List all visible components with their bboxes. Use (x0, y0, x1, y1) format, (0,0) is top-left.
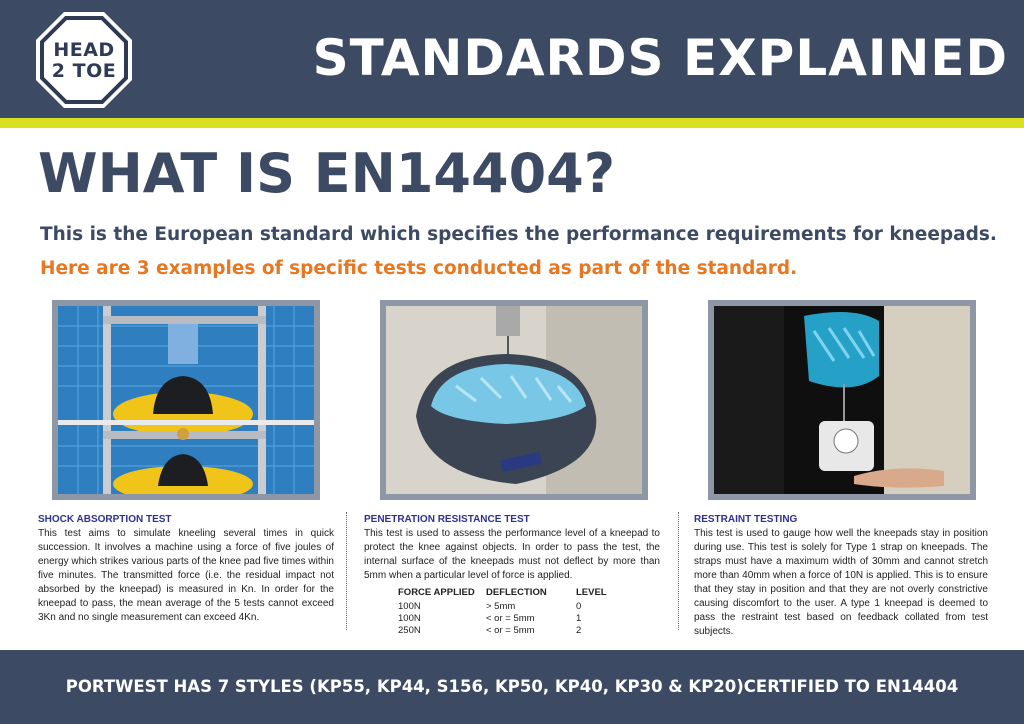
table-cell: < or = 5mm (486, 625, 535, 636)
logo-line-2: 2 TOE (51, 60, 117, 82)
table-cell: 0 (576, 601, 582, 612)
table-header: FORCE APPLIED (398, 587, 475, 598)
accent-stripe (0, 118, 1024, 128)
penetration-resistance-body: This test is used to assess the performance level of a kneepad to protect the knee against objects. In order to pass the test, the internal surface of the kneepads must not deflect by more than 5mm when a particular level of force is applied. (364, 528, 660, 581)
table-row (398, 613, 616, 625)
penetration-resistance-section (364, 513, 660, 637)
footer-banner (0, 650, 1024, 724)
table-row (398, 601, 616, 613)
table-header-row (398, 587, 616, 601)
penetration-resistance-title: PENETRATION RESISTANCE TEST (364, 514, 530, 525)
column-divider-1 (346, 512, 347, 630)
restraint-testing-section (694, 513, 988, 639)
penetration-test-photo (380, 300, 648, 500)
restraint-testing-title: RESTRAINT TESTING (694, 514, 798, 525)
page-title: WHAT IS EN14404? (38, 142, 616, 205)
header-title: STANDARDS EXPLAINED (312, 29, 1008, 87)
table-row (398, 625, 616, 637)
table-cell: 250N (398, 625, 421, 636)
table-cell: 2 (576, 625, 582, 636)
table-cell: < or = 5mm (486, 613, 535, 624)
table-cell: 100N (398, 601, 421, 612)
table-cell: 100N (398, 613, 421, 624)
penetration-levels-table (398, 587, 616, 637)
table-cell: 1 (576, 613, 582, 624)
subheading-text: Here are 3 examples of specific tests conducted as part of the standard. (40, 258, 798, 279)
table-cell: > 5mm (486, 601, 516, 612)
shock-absorption-section (38, 513, 334, 625)
shock-test-machine-photo-icon (58, 306, 314, 494)
shock-absorption-title: SHOCK ABSORPTION TEST (38, 514, 172, 525)
shock-absorption-body: This test aims to simulate kneeling several times in quick succession. It involves a machine using a force of five joules of energy which strikes various parts of the knee pad five times within five minutes. The transmitted force (i.e. the residual impact not absorbed by the kneepad) is measured in Kn. In order for the kneepad to pass, the mean average of the 5 tests cannot exceed 3Kn and no single measurement can exceed 4Kn. (38, 528, 334, 623)
logo-line-1: HEAD (53, 39, 115, 61)
restraint-test-photo (708, 300, 976, 500)
column-divider-2 (678, 512, 679, 630)
intro-text: This is the European standard which specifies the performance requirements for kneepads. (40, 224, 997, 245)
kneepad-restraint-photo-icon (714, 306, 970, 494)
kneepad-penetration-photo-icon (386, 306, 642, 494)
footer-text: PORTWEST HAS 7 STYLES (KP55, KP44, S156, KP50, KP40, KP30 & KP20)CERTIFIED TO EN14404 (65, 677, 959, 696)
shock-test-photo (52, 300, 320, 500)
restraint-testing-body: This test is used to gauge how well the kneepads stay in position during use. This test is solely for Type 1 strap on kneepads. The straps must have a maximum width of 30mm and cannot stretch more than 40mm when a force of 10N is applied. This is to ensure that they stay in position and that they are not overly constrictive causing discomfort to the user. A type 1 kneepad is deemed to pass the restraint test based on feedback collated from test subjects. (694, 528, 988, 637)
head-2-toe-logo (34, 10, 134, 110)
table-header: DEFLECTION (486, 587, 547, 598)
table-header: LEVEL (576, 587, 607, 598)
